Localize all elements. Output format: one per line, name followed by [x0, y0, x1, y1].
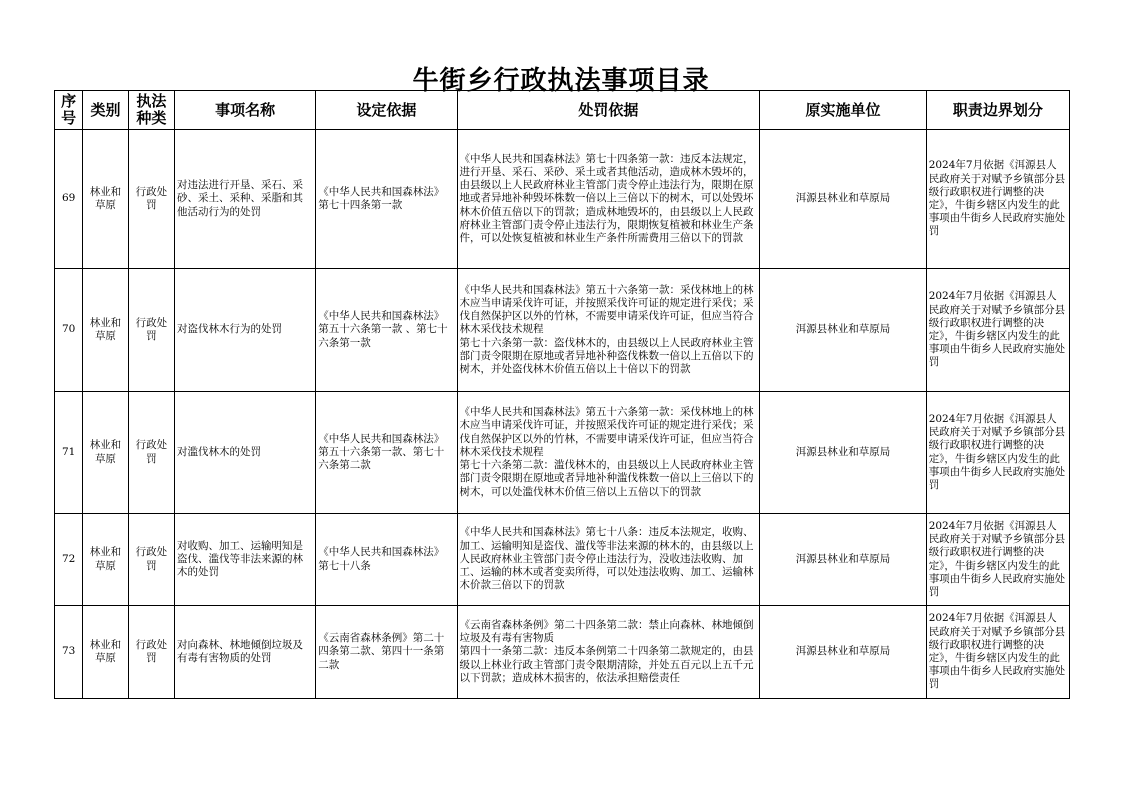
cell-category: 林业和草原	[83, 130, 128, 269]
cell-legal-basis: 《中华人民共和国森林法》第七十四条第一款	[316, 130, 457, 269]
cell-responsibility: 2024年7月依据《洱源县人民政府关于对赋予乡镇部分县级行政职权进行调整的决定》，牛街乡辖区内发生的此事项由牛街乡人民政府实施处罚	[926, 269, 1069, 392]
cell-seq: 73	[55, 606, 83, 699]
header-item-name: 事项名称	[175, 91, 316, 130]
cell-item-name: 对盗伐林木行为的处罚	[175, 269, 316, 392]
header-responsibility: 职责边界划分	[926, 91, 1069, 130]
cell-legal-basis: 《中华人民共和国森林法》第七十八条	[316, 514, 457, 606]
header-seq: 序号	[55, 91, 83, 130]
table-row	[55, 130, 1070, 269]
cell-original-unit: 洱源县林业和草原局	[760, 392, 926, 514]
cell-original-unit: 洱源县林业和草原局	[760, 269, 926, 392]
cell-enforcement-type: 行政处罚	[128, 392, 174, 514]
enforcement-catalog-table	[54, 90, 1070, 699]
cell-category: 林业和草原	[83, 392, 128, 514]
cell-original-unit: 洱源县林业和草原局	[760, 514, 926, 606]
header-original-unit: 原实施单位	[760, 91, 926, 130]
header-enforcement-type: 执法种类	[128, 91, 174, 130]
cell-enforcement-type: 行政处罚	[128, 606, 174, 699]
cell-item-name: 对滥伐林木的处罚	[175, 392, 316, 514]
cell-penalty-basis: 《中华人民共和国森林法》第七十四条第一款：违反本法规定，进行开垦、采石、采砂、采土或者其他活动，造成林木毁坏的，由县级以上人民政府林业主管部门责令停止违法行为，限期在原地或者异地补种毁坏株数一倍以上三倍以下的树木，可以处毁坏林木价值五倍以下的罚款；造成林地毁坏的，由县级以上人民政府林业主管部门责令停止违法行为，限期恢复植被和林业生产条件，可以处恢复植被和林业生产条件所需费用三倍以下的罚款	[457, 130, 760, 269]
cell-seq: 72	[55, 514, 83, 606]
table-header	[55, 91, 1070, 130]
table-body	[55, 130, 1070, 699]
cell-seq: 69	[55, 130, 83, 269]
cell-category: 林业和草原	[83, 514, 128, 606]
header-row	[55, 91, 1070, 130]
cell-responsibility: 2024年7月依据《洱源县人民政府关于对赋予乡镇部分县级行政职权进行调整的决定》，牛街乡辖区内发生的此事项由牛街乡人民政府实施处罚	[926, 606, 1069, 699]
cell-seq: 71	[55, 392, 83, 514]
table-row	[55, 514, 1070, 606]
cell-penalty-basis: 《中华人民共和国森林法》第五十六条第一款：采伐林地上的林木应当申请采伐许可证，并按照采伐许可证的规定进行采伐；采伐自然保护区以外的竹林，不需要申请采伐许可证，但应当符合林木采伐技术规程 第七十六条第一款：盗伐林木的，由县级以上人民政府林业主管部门责令限期在原地或者异地补种盗伐株数一倍以上五倍以下的树木，并处盗伐林木价值五倍以上十倍以下的罚款	[457, 269, 760, 392]
cell-responsibility: 2024年7月依据《洱源县人民政府关于对赋予乡镇部分县级行政职权进行调整的决定》，牛街乡辖区内发生的此事项由牛街乡人民政府实施处罚	[926, 130, 1069, 269]
cell-original-unit: 洱源县林业和草原局	[760, 130, 926, 269]
cell-enforcement-type: 行政处罚	[128, 514, 174, 606]
table-row	[55, 606, 1070, 699]
cell-seq: 70	[55, 269, 83, 392]
table-row	[55, 269, 1070, 392]
cell-item-name: 对收购、加工、运输明知是盗伐、滥伐等非法来源的林木的处罚	[175, 514, 316, 606]
cell-item-name: 对违法进行开垦、采石、采砂、采土、采种、采脂和其他活动行为的处罚	[175, 130, 316, 269]
cell-legal-basis: 《中华人民共和国森林法》第五十六条第一款 、第七十六条第一款	[316, 269, 457, 392]
cell-penalty-basis: 《云南省森林条例》第二十四条第二款：禁止向森林、林地倾倒垃圾及有毒有害物质 第四十一条第二款：违反本条例第二十四条第二款规定的，由县级以上林业行政主管部门责令限期清除，并处五百元以上五千元以下罚款；造成林木损害的，依法承担赔偿责任	[457, 606, 760, 699]
cell-legal-basis: 《中华人民共和国森林法》第五十六条第一款、第七十六条第二款	[316, 392, 457, 514]
cell-category: 林业和草原	[83, 269, 128, 392]
cell-item-name: 对向森林、林地倾倒垃圾及有毒有害物质的处罚	[175, 606, 316, 699]
header-category: 类别	[83, 91, 128, 130]
cell-responsibility: 2024年7月依据《洱源县人民政府关于对赋予乡镇部分县级行政职权进行调整的决定》，牛街乡辖区内发生的此事项由牛街乡人民政府实施处罚	[926, 392, 1069, 514]
cell-legal-basis: 《云南省森林条例》第二十四条第二款、第四十一条第二款	[316, 606, 457, 699]
cell-penalty-basis: 《中华人民共和国森林法》第七十八条：违反本法规定，收购、加工、运输明知是盗伐、滥伐等非法来源的林木的，由县级以上人民政府林业主管部门责令停止违法行为，没收违法收购、加工、运输的林木或者变卖所得，可以处违法收购、加工、运输林木价款三倍以下的罚款	[457, 514, 760, 606]
header-legal-basis: 设定依据	[316, 91, 457, 130]
page-title: 牛街乡行政执法事项目录	[412, 66, 710, 96]
cell-enforcement-type: 行政处罚	[128, 269, 174, 392]
cell-penalty-basis: 《中华人民共和国森林法》第五十六条第一款：采伐林地上的林木应当申请采伐许可证，并按照采伐许可证的规定进行采伐；采伐自然保护区以外的竹林，不需要申请采伐许可证，但应当符合林木采伐技术规程 第七十六条第二款：滥伐林木的，由县级以上人民政府林业主管部门责令限期在原地或者异地补种滥伐株数一倍以上三倍以下的树木，可以处滥伐林木价值三倍以上五倍以下的罚款	[457, 392, 760, 514]
cell-category: 林业和草原	[83, 606, 128, 699]
cell-enforcement-type: 行政处罚	[128, 130, 174, 269]
cell-original-unit: 洱源县林业和草原局	[760, 606, 926, 699]
table-row	[55, 392, 1070, 514]
cell-responsibility: 2024年7月依据《洱源县人民政府关于对赋予乡镇部分县级行政职权进行调整的决定》，牛街乡辖区内发生的此事项由牛街乡人民政府实施处罚	[926, 514, 1069, 606]
header-penalty-basis: 处罚依据	[457, 91, 760, 130]
